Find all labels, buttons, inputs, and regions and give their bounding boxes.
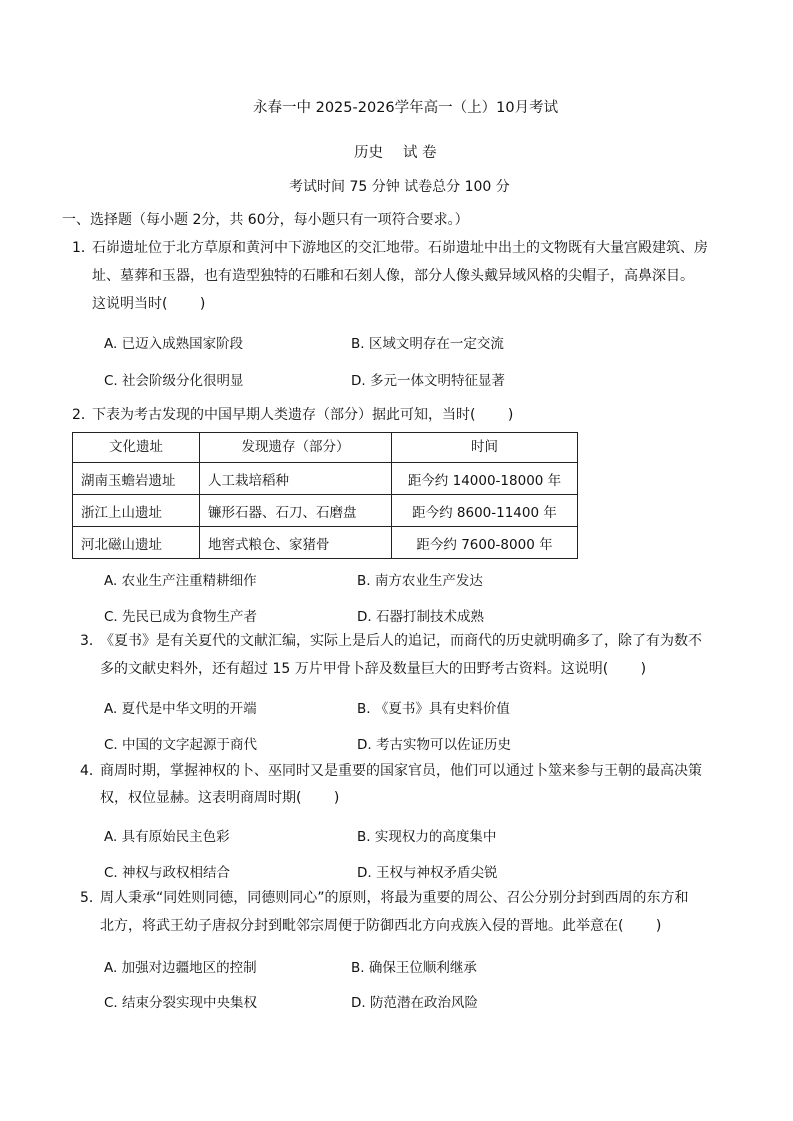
q5-line-1: 周人秉承“同姓则同德，同德则同心”的原则，将最为重要的周公、召公分别分封到西周的东方和: [100, 890, 689, 906]
q2-option-b[interactable]: B. 南方农业生产发达: [357, 573, 483, 589]
table-row: [73, 495, 578, 527]
section-heading: 一、选择题（每小题 2分，共 60分，每小题只有一项符合要求。）: [62, 212, 469, 228]
table-cell: 距今约 14000-18000 年: [392, 463, 578, 495]
q4-option-b[interactable]: B. 实现权力的高度集中: [357, 829, 497, 845]
q5-number: 5．: [80, 890, 103, 906]
q3-option-a[interactable]: A. 夏代是中华文明的开端: [104, 701, 257, 717]
q2-option-d[interactable]: D. 石器打制技术成熟: [357, 609, 484, 625]
q5-line-2: 北方，将武王幼子唐叔分封到毗邻宗周便于防御西北方向戎族入侵的晋地。此举意在( ): [100, 918, 662, 934]
q4-number: 4．: [80, 763, 103, 779]
table-row: [73, 463, 578, 495]
table-cell: 距今约 7600-8000 年: [392, 527, 578, 559]
q5-option-d[interactable]: D. 防范潜在政治风险: [351, 995, 478, 1011]
q4-line-1: 商周时期，掌握神权的卜、巫同时又是重要的国家官员，他们可以通过卜筮来参与王朝的最高决策: [100, 763, 702, 779]
q3-line-2: 多的文献史料外，还有超过 15 万片甲骨卜辞及数量巨大的田野考古资料。这说明( ): [100, 661, 647, 677]
table-cell: 人工栽培稻种: [200, 463, 392, 495]
table-header-row: [73, 433, 578, 463]
q2-text: 下表为考古发现的中国早期人类遗存（部分）据此可知，当时( ): [92, 407, 514, 423]
q4-option-d[interactable]: D. 王权与神权矛盾尖锐: [357, 865, 498, 881]
q5-option-c[interactable]: C. 结束分裂实现中央集权: [104, 995, 258, 1011]
q3-option-b[interactable]: B. 《夏书》具有史料价值: [357, 701, 510, 717]
q4-option-c[interactable]: C. 神权与政权相结合: [104, 865, 231, 881]
table-cell: 地窖式粮仓、家猪骨: [200, 527, 392, 559]
table-header-cell: 文化遗址: [73, 433, 200, 463]
q2-number: 2．: [72, 407, 95, 423]
table-cell: 浙江上山遗址: [73, 495, 200, 527]
table-cell: 河北磁山遗址: [73, 527, 200, 559]
q1-option-d[interactable]: D. 多元一体文明特征显著: [351, 373, 505, 389]
q3-line-1: 《夏书》是有关夏代的文献汇编，实际上是后人的追记，而商代的历史就明确多了，除了有为数不: [100, 633, 702, 649]
paper-label: 试 卷: [403, 145, 437, 161]
q5-option-a[interactable]: A. 加强对边疆地区的控制: [104, 960, 257, 976]
q2-option-c[interactable]: C. 先民已成为食物生产者: [104, 609, 258, 625]
q1-option-a[interactable]: A. 已迈入成熟国家阶段: [104, 336, 244, 352]
q2-option-a[interactable]: A. 农业生产注重精耕细作: [104, 573, 257, 589]
exam-info: 考试时间 75 分钟 试卷总分 100 分: [289, 179, 510, 195]
q1-number: 1．: [72, 240, 95, 256]
q3-option-c[interactable]: C. 中国的文字起源于商代: [104, 737, 258, 753]
table-header-cell: 发现遗存（部分）: [200, 433, 392, 463]
q4-line-2: 权，权位显赫。这表明商周时期( ): [100, 790, 340, 806]
q4-option-a[interactable]: A. 具有原始民主色彩: [104, 829, 230, 845]
q3-option-d[interactable]: D. 考古实物可以佐证历史: [357, 737, 511, 753]
table-cell: 距今约 8600-11400 年: [392, 495, 578, 527]
table-cell: 湖南玉蟾岩遗址: [73, 463, 200, 495]
q1-line-2: 址、墓葬和玉器，也有造型独特的石雕和石刻人像，部分人像头戴异域风格的尖帽子，高鼻深目。: [92, 268, 694, 284]
q3-number: 3．: [80, 633, 103, 649]
q2-table: [72, 432, 578, 559]
q1-line-3: 这说明当时( ): [92, 296, 206, 312]
table-cell: 镰形石器、石刀、石磨盘: [200, 495, 392, 527]
q1-option-b[interactable]: B. 区域文明存在一定交流: [351, 336, 504, 352]
subject-label: 历史: [354, 145, 383, 161]
exam-title: 永春一中 2025-2026学年高一（上）10月考试: [253, 100, 559, 116]
q5-option-b[interactable]: B. 确保王位顺利继承: [351, 960, 477, 976]
q1-option-c[interactable]: C. 社会阶级分化很明显: [104, 373, 244, 389]
table-header-cell: 时间: [392, 433, 578, 463]
table-row: [73, 527, 578, 559]
q1-line-1: 石峁遗址位于北方草原和黄河中下游地区的交汇地带。石峁遗址中出土的文物既有大量宫殿建筑、房: [92, 240, 708, 256]
